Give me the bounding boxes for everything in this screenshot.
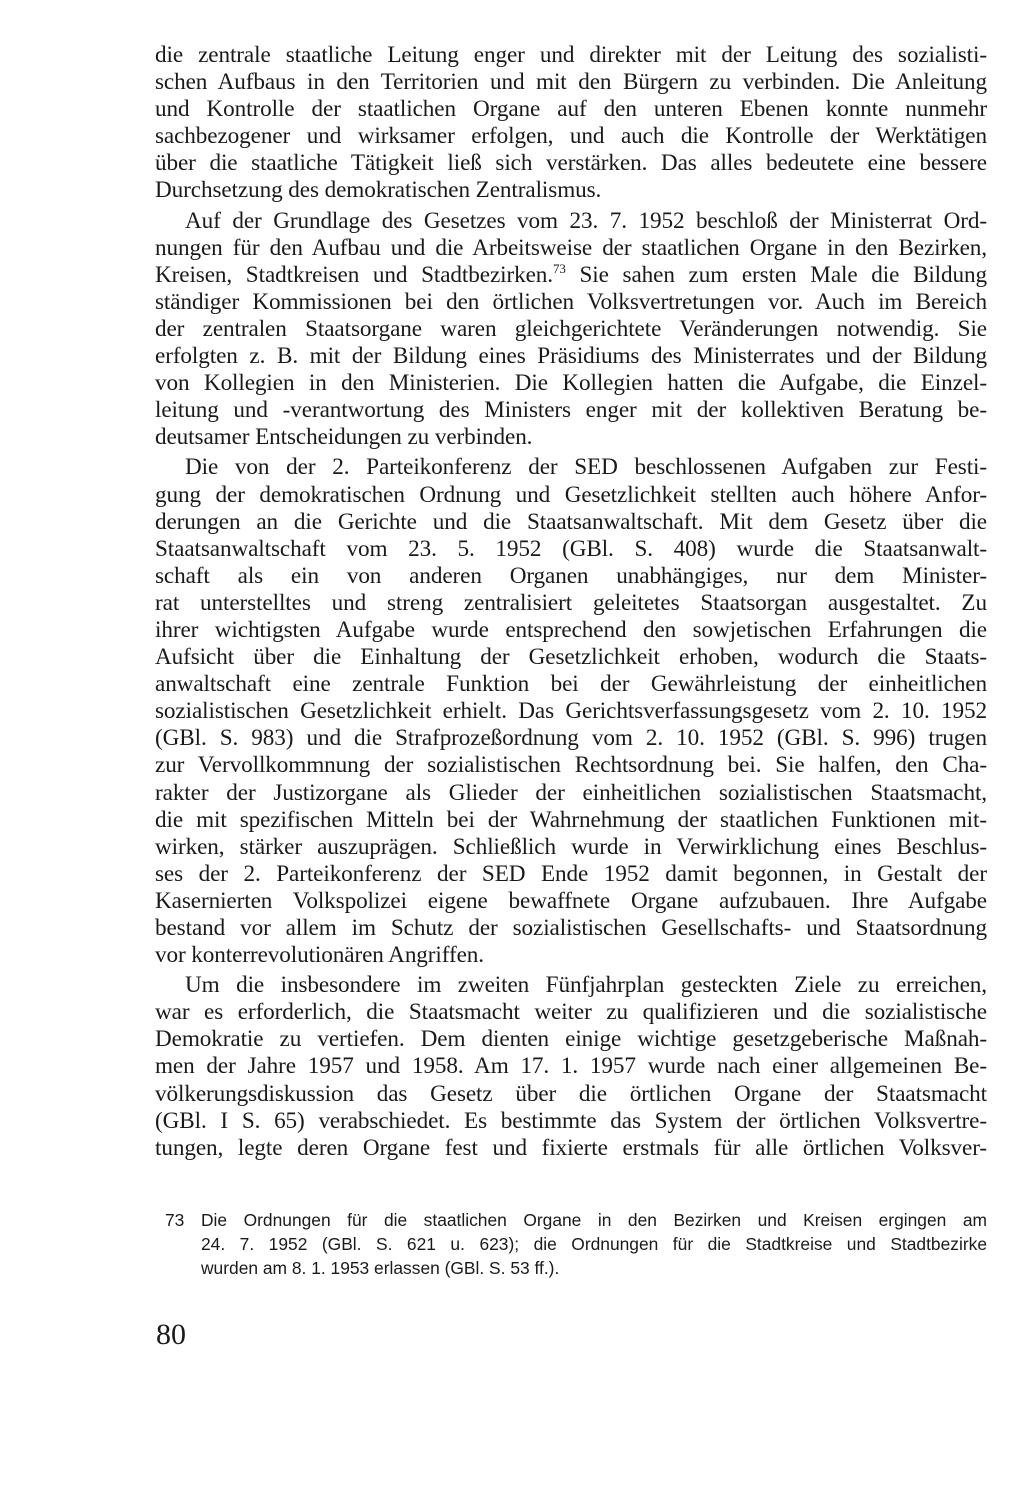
text-line: sachbezogener und wirksamer erfolgen, und auch die Kontrolle der Werktätigen — [155, 123, 987, 150]
text-line: rat unterstelltes und streng zentralisiert geleitetes Staatsorgan ausgestaltet. Zu — [155, 589, 987, 616]
text-line: tungen, legte deren Organe fest und fixierte erstmals für alle örtlichen Volksver- — [155, 1134, 987, 1161]
paragraph — [155, 42, 987, 205]
text-line: sozialistischen Gesetzlichkeit erhielt. Das Gerichtsverfassungsgesetz vom 2. 10. 1952 — [155, 698, 987, 725]
page-number: 80 — [156, 1318, 186, 1351]
text-segment: Kreisen, Stadtkreisen und Stadtbezirken. — [155, 261, 553, 288]
text-line: ständiger Kommissionen bei den örtlichen Volksvertretungen vor. Auch im Bereich — [155, 288, 987, 315]
text-line: (GBl. I S. 65) verabschiedet. Es bestimmte das System der örtlichen Volksvertre- — [155, 1107, 987, 1134]
text-line: schaft als ein von anderen Organen unabhängiges, nur dem Minister- — [155, 562, 987, 589]
text-line-with-footnote-ref — [155, 262, 987, 289]
text-line: men der Jahre 1957 und 1958. Am 17. 1. 1957 wurde nach einer allgemeinen Be- — [155, 1053, 987, 1080]
text-line: derungen an die Gerichte und die Staatsanwaltschaft. Mit dem Gesetz über die — [155, 508, 987, 535]
text-line: war es erforderlich, die Staatsmacht weiter zu qualifizieren und die sozialistische — [155, 999, 987, 1026]
text-line: rakter der Justizorgane als Glieder der einheitlichen sozialistischen Staatsmacht, — [155, 779, 987, 806]
text-line: Um die insbesondere im zweiten Fünfjahrplan gesteckten Ziele zu erreichen, — [185, 972, 987, 999]
text-line: völkerungsdiskussion das Gesetz über die örtlichen Organe der Staatsmacht — [155, 1080, 987, 1107]
text-segment: Sie sahen zum ersten Male die Bildung — [565, 261, 987, 288]
text-line: und Kontrolle der staatlichen Organe auf den unteren Ebenen konnte nunmehr — [155, 96, 987, 123]
text-line: Die von der 2. Parteikonferenz der SED beschlossenen Aufgaben zur Festi- — [185, 454, 987, 481]
text-line: leitung und -verantwortung des Ministers enger mit der kollektiven Beratung be- — [155, 397, 987, 424]
paragraph — [155, 208, 987, 452]
text-line: Durchsetzung des demokratischen Zentralismus. — [155, 177, 602, 204]
footnote-line: Die Ordnungen für die staatlichen Organe in den Bezirken und Kreisen ergingen am — [201, 1210, 987, 1230]
text-line: nungen für den Aufbau und die Arbeitsweise der staatlichen Organe in den Bezirken, — [155, 234, 987, 261]
paragraph — [155, 454, 987, 969]
text-line: gung der demokratischen Ordnung und Gesetzlichkeit stellten auch höhere Anfor- — [155, 481, 987, 508]
body-text — [155, 42, 987, 1162]
text-line: ses der 2. Parteikonferenz der SED Ende 1952 damit begonnen, in Gestalt der — [155, 860, 987, 887]
footnote-text — [201, 1208, 987, 1280]
text-line: über die staatliche Tätigkeit ließ sich verstärken. Das alles bedeutete eine bessere — [155, 150, 987, 177]
text-line: zur Vervollkommnung der sozialistischen Rechtsordnung bei. Sie halfen, den Cha- — [155, 752, 987, 779]
text-line: (GBl. S. 983) und die Strafprozeßordnung vom 2. 10. 1952 (GBl. S. 996) trugen — [155, 725, 987, 752]
footnote-number: 73 — [165, 1210, 185, 1230]
text-line: bestand vor allem im Schutz der sozialistischen Gesellschafts- und Staatsordnung — [155, 915, 987, 941]
footnote-line: 24. 7. 1952 (GBl. S. 621 u. 623); die Ordnungen für die Stadtkreise und Stadtbezirke — [201, 1234, 987, 1254]
text-line: schen Aufbaus in den Territorien und mit den Bürgern zu verbinden. Die Anleitung — [155, 69, 987, 96]
text-line: der zentralen Staatsorgane waren gleichgerichtete Veränderungen notwendig. Sie — [155, 315, 987, 342]
text-line: Demokratie zu vertiefen. Dem dienten einige wichtige gesetzgeberische Maßnah- — [155, 1026, 987, 1053]
text-line: Auf der Grundlage des Gesetzes vom 23. 7. 1952 beschloß der Ministerrat Ord- — [185, 207, 987, 234]
text-line: die zentrale staatliche Leitung enger und direkter mit der Leitung des sozialisti- — [155, 42, 987, 68]
text-line: deutsamer Entscheidungen zu verbinden. — [155, 424, 533, 451]
text-line: vor konterrevolutionären Angriffen. — [155, 942, 484, 969]
text-line: Kasernierten Volkspolizei eigene bewaffnete Organe aufzubauen. Ihre Aufgabe — [155, 887, 987, 914]
text-line: die mit spezifischen Mitteln bei der Wahrnehmung der staatlichen Funktionen mit- — [155, 806, 987, 833]
text-line: von Kollegien in den Ministerien. Die Kollegien hatten die Aufgabe, die Einzel- — [155, 370, 987, 397]
text-line: Staatsanwaltschaft vom 23. 5. 1952 (GBl. S. 408) wurde die Staatsanwalt- — [155, 535, 987, 562]
text-line: erfolgten z. B. mit der Bildung eines Präsidiums des Ministerrates und der Bildung — [155, 343, 987, 370]
text-line: Aufsicht über die Einhaltung der Gesetzlichkeit erhoben, wodurch die Staats- — [155, 644, 987, 671]
paragraph — [155, 972, 987, 1162]
text-line: ihrer wichtigsten Aufgabe wurde entsprechend den sowjetischen Erfahrungen die — [155, 616, 987, 643]
text-line: wirken, stärker auszuprägen. Schließlich wurde in Verwirklichung eines Beschlus- — [155, 833, 987, 860]
footnote-reference: 73 — [553, 260, 566, 276]
footnote-line: wurden am 8. 1. 1953 erlassen (GBl. S. 53 ff.). — [201, 1258, 560, 1278]
text-line: anwaltschaft eine zentrale Funktion bei der Gewährleistung der einheitlichen — [155, 671, 987, 698]
